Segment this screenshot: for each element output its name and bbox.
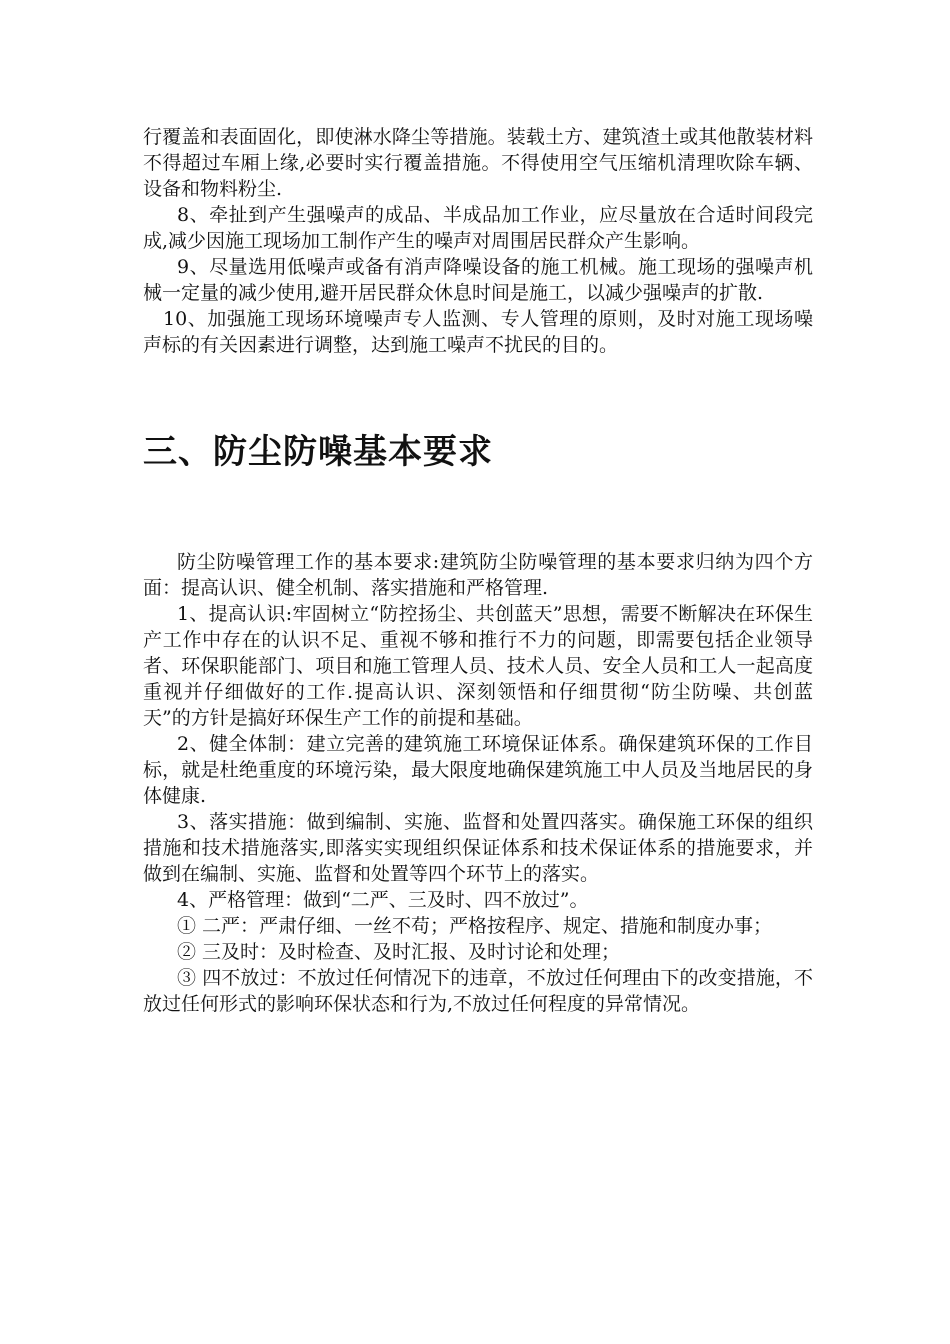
paragraph-covering-measures: 行覆盖和表面固化，即使淋水降尘等措施。装载土方、建筑渣土或其他散装材料不得超过车厢上缘,必要时实行覆盖措施。不得使用空气压缩机清理吹除车辆、设备和物料粉尘. xyxy=(143,126,813,200)
paragraph-intro: 防尘防噪管理工作的基本要求:建筑防尘防噪管理的基本要求归纳为四个方面：提高认识、健全机制、落实措施和严格管理. xyxy=(143,551,813,599)
top-text-block xyxy=(143,124,813,358)
paragraph-item-8: 8、牵扯到产生强噪声的成品、半成品加工作业，应尽量放在合适时间段完成,减少因施工现场加工制作产生的噪声对周围居民群众产生影响。 xyxy=(143,204,813,252)
paragraph-strict-management: 4、严格管理：做到“二严、三及时、四不放过”。 xyxy=(177,889,589,911)
paragraph-item-9: 9、尽量选用低噪声或备有消声降噪设备的施工机械。施工现场的强噪声机械一定量的减少使用,避开居民群众休息时间是施工，以减少强噪声的扩散. xyxy=(143,256,813,304)
section-heading: 三、防尘防噪基本要求 xyxy=(143,432,493,472)
list-item-three-timely: ② 三及时：及时检查、及时汇报、及时讨论和处理； xyxy=(177,941,621,963)
list-item-two-strict: ① 二严：严肃仔细、一丝不苟；严格按程序、规定、措施和制度办事； xyxy=(177,915,773,937)
bottom-text-block xyxy=(143,549,813,1017)
paragraph-raise-awareness: 1、提高认识:牢固树立“防控扬尘、共创蓝天”思想，需要不断解决在环保生产工作中存在的认识不足、重视不够和推行不力的问题，即需要包括企业领导者、环保职能部门、项目和施工管理人员、技术人员、安全人员和工人一起高度重视并仔细做好的工作.提高认识、深刻领悟和仔细贯彻“防尘防噪、共创蓝天”的方针是搞好环保生产工作的前提和基础。 xyxy=(143,603,813,729)
list-item-four-no-pass: ③ 四不放过：不放过任何情况下的违章，不放过任何理由下的改变措施，不放过任何形式的影响环保状态和行为,不放过任何程度的异常情况。 xyxy=(143,967,813,1015)
paragraph-sound-system: 2、健全体制：建立完善的建筑施工环境保证体系。确保建筑环保的工作目标，就是杜绝重度的环境污染，最大限度地确保建筑施工中人员及当地居民的身体健康. xyxy=(143,733,813,807)
paragraph-implement-measures: 3、落实措施：做到编制、实施、监督和处置四落实。确保施工环保的组织措施和技术措施落实,即落实实现组织保证体系和技术保证体系的措施要求，并做到在编制、实施、监督和处置等四个环节上的落实。 xyxy=(143,811,813,885)
paragraph-item-10: 10、加强施工现场环境噪声专人监测、专人管理的原则，及时对施工现场噪声标的有关因素进行调整，达到施工噪声不扰民的目的。 xyxy=(143,308,813,356)
